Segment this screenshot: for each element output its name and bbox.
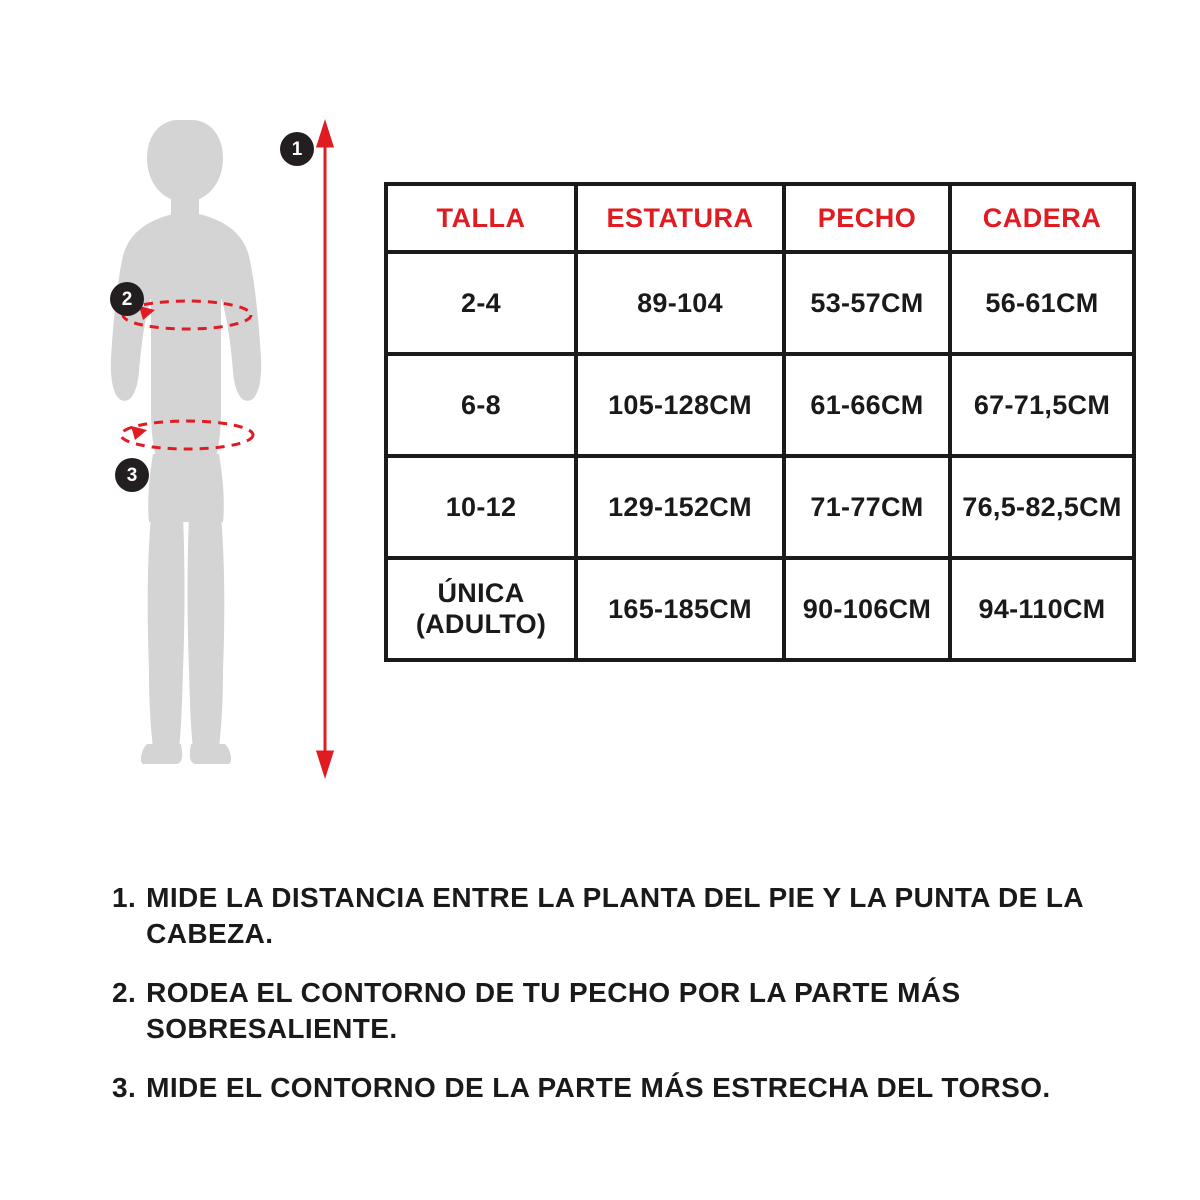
table-header-row: [386, 184, 1134, 252]
cell-cadera: 76,5-82,5CM: [950, 456, 1134, 558]
height-arrow: [318, 124, 332, 774]
cell-talla: 6-8: [386, 354, 576, 456]
cell-talla: 10-12: [386, 456, 576, 558]
instruction-item-3: [112, 1070, 1122, 1106]
column-header-talla: TALLA: [386, 184, 576, 252]
marker-3: 3: [115, 458, 149, 492]
cell-talla: [386, 558, 576, 660]
column-header-pecho: PECHO: [784, 184, 950, 252]
instruction-number: 2.: [112, 976, 137, 1008]
marker-1: 1: [280, 132, 314, 166]
column-header-cadera: CADERA: [950, 184, 1134, 252]
table-row: [386, 456, 1134, 558]
cell-talla: 2-4: [386, 252, 576, 354]
instruction-text: MIDE EL CONTORNO DE LA PARTE MÁS ESTRECHA DEL TORSO.: [146, 1071, 1051, 1103]
cell-estatura: 129-152CM: [576, 456, 784, 558]
instructions-list: [112, 880, 1122, 1128]
cell-estatura: 105-128CM: [576, 354, 784, 456]
cell-pecho: 53-57CM: [784, 252, 950, 354]
instruction-number: 3.: [112, 1071, 137, 1103]
table-row: [386, 252, 1134, 354]
cell-cadera: 94-110CM: [950, 558, 1134, 660]
silhouette-shape: [111, 120, 261, 764]
cell-pecho: 61-66CM: [784, 354, 950, 456]
marker-2: 2: [110, 282, 144, 316]
size-chart-table: [384, 182, 1136, 662]
table-row: [386, 558, 1134, 660]
cell-pecho: 90-106CM: [784, 558, 950, 660]
cell-pecho: 71-77CM: [784, 456, 950, 558]
instruction-text: RODEA EL CONTORNO DE TU PECHO POR LA PARTE MÁS SOBRESALIENTE.: [146, 976, 961, 1045]
cell-estatura: 89-104: [576, 252, 784, 354]
cell-estatura: 165-185CM: [576, 558, 784, 660]
instruction-item-2: [112, 975, 1122, 1048]
cell-cadera: 56-61CM: [950, 252, 1134, 354]
column-header-estatura: ESTATURA: [576, 184, 784, 252]
cell-talla-line2: (ADULTO): [415, 609, 547, 639]
instruction-number: 1.: [112, 882, 137, 913]
cell-cadera: 67-71,5CM: [950, 354, 1134, 456]
instruction-text: MIDE LA DISTANCIA ENTRE LA PLANTA DEL PIE Y LA PUNTA DE LA CABEZA.: [146, 882, 1084, 950]
cell-talla-line1: ÚNICA: [437, 577, 525, 608]
measurement-figure: [95, 110, 355, 790]
silhouette-illustration: [95, 110, 355, 790]
table-row: [386, 354, 1134, 456]
instruction-item-1: [112, 880, 1122, 953]
